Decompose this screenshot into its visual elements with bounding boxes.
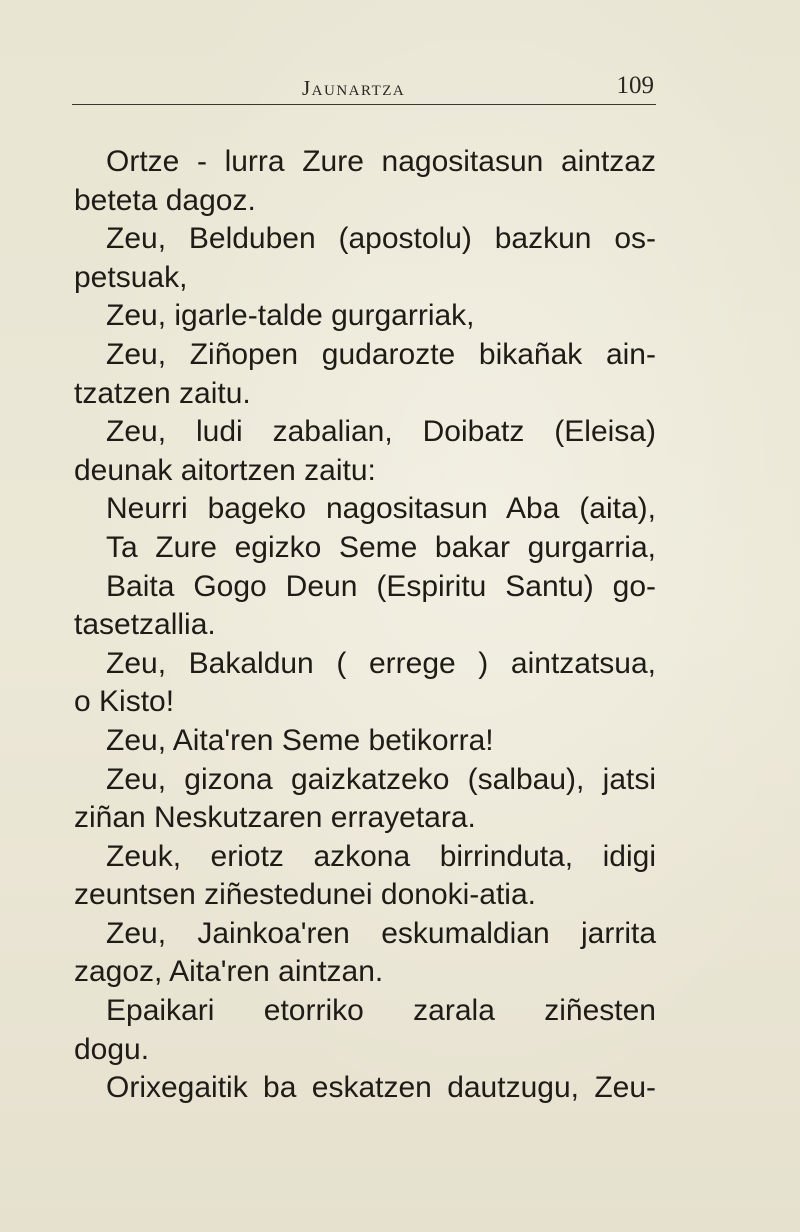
- text-line: zagoz, Aita'ren aintzan.: [74, 955, 384, 989]
- text-line: Zeu, ludi zabalian, Doibatz (Eleisa): [106, 415, 656, 449]
- text-line: dogu.: [74, 1032, 150, 1066]
- text-line: zeuntsen ziñestedunei donoki-atia.: [74, 878, 536, 912]
- text-line: Orixegaitik ba eskatzen dautzugu, Zeu-: [106, 1071, 656, 1105]
- header-rule: [72, 104, 656, 105]
- page-number: 109: [616, 72, 654, 99]
- text-line: Zeu, Belduben (apostolu) bazkun os-: [106, 222, 656, 256]
- text-line: Zeuk, eriotz azkona birrinduta, idigi: [106, 839, 656, 873]
- text-line: Zeu, Jainkoa'ren eskumaldian jarrita: [106, 916, 656, 950]
- text-line: o Kisto!: [74, 685, 175, 719]
- text-line: Ta Zure egizko Seme bakar gurgarria,: [106, 530, 656, 564]
- text-line: Zeu, Ziñopen gudarozte bikañak ain-: [106, 337, 656, 371]
- text-line: Zeu, Aita'ren Seme betikorra!: [106, 723, 494, 757]
- text-line: Zeu, gizona gaizkatzeko (salbau), jatsi: [106, 762, 656, 796]
- text-line: Ortze - lurra Zure nagositasun aintzaz: [106, 145, 656, 178]
- text-line: deunak aitortzen zaitu:: [74, 453, 376, 487]
- text-line: Epaikari etorriko zarala ziñesten: [106, 994, 656, 1028]
- text-line: petsuak,: [74, 260, 188, 294]
- text-line: tzatzen zaitu.: [74, 376, 251, 410]
- running-title: Jaunartza: [302, 76, 406, 100]
- body-text: [74, 143, 656, 1108]
- text-line: tasetzallia.: [74, 608, 216, 642]
- text-line: Zeu, Bakaldun ( errege ) aintzatsua,: [106, 646, 656, 680]
- text-line: Zeu, igarle-talde gurgarriak,: [106, 299, 475, 333]
- text-line: Neurri bageko nagositasun Aba (aita),: [106, 492, 656, 526]
- text-line: ziñan Neskutzaren errayetara.: [74, 801, 476, 835]
- text-line: Baita Gogo Deun (Espiritu Santu) go-: [106, 569, 656, 603]
- text-line: beteta dagoz.: [74, 183, 256, 217]
